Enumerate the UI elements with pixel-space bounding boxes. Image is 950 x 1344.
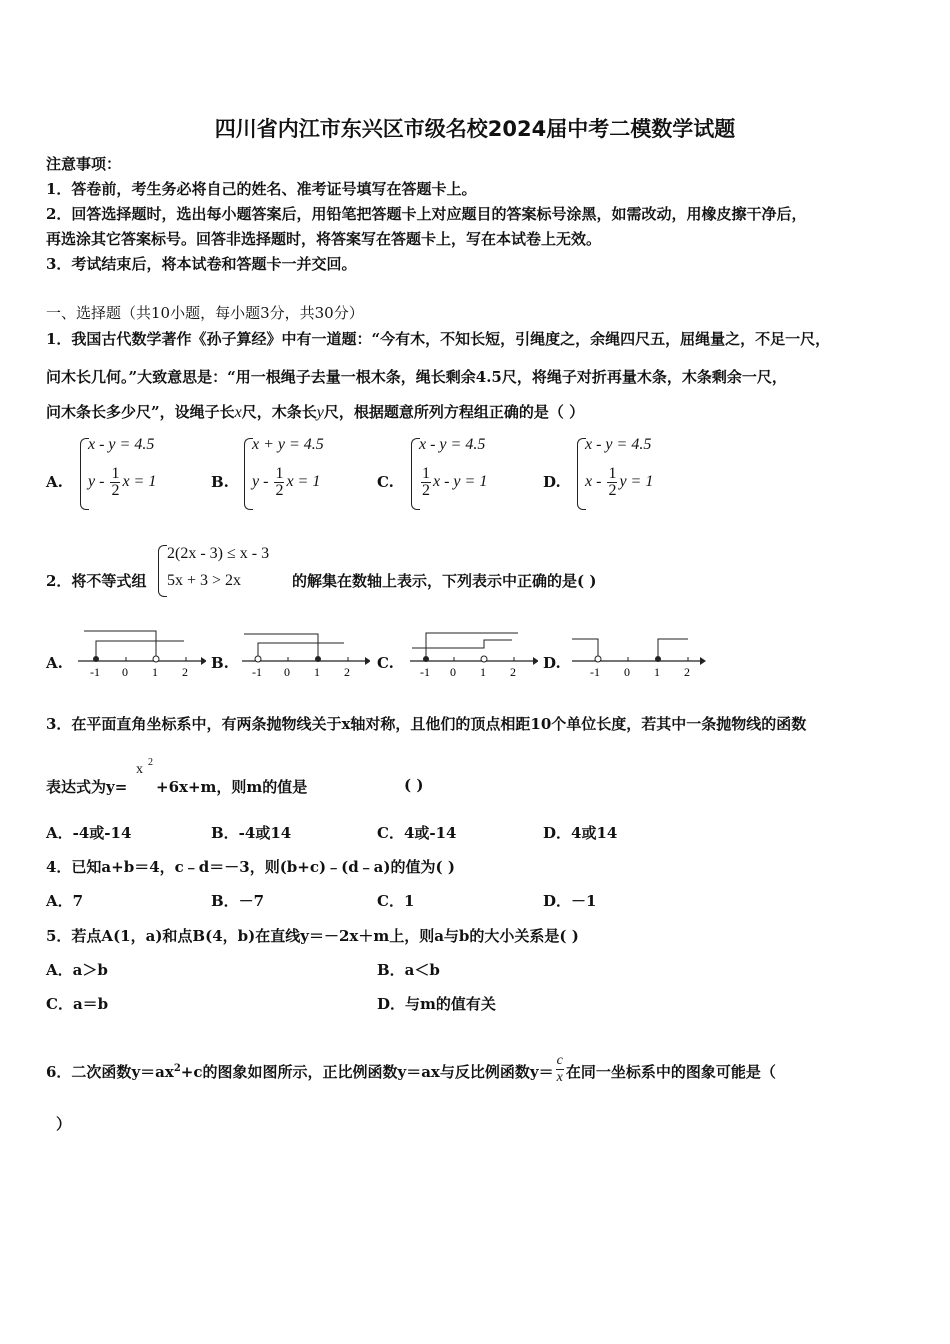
q1-b-eq2-post: x = 1 — [286, 473, 321, 491]
q5-option-a[interactable]: A．a＞b — [46, 961, 108, 979]
q6-stem-a: 6．二次函数y＝ax — [46, 1063, 174, 1081]
q5-option-d[interactable]: D．与m的值有关 — [377, 995, 496, 1013]
q1-d-num: 1 — [608, 465, 617, 482]
q3-option-d[interactable]: D．4或14 — [543, 824, 618, 842]
q3-line-2b: +6x+m，则m的值是 — [156, 778, 308, 796]
tick-0: 0 — [122, 665, 128, 678]
q1-b-den: 2 — [275, 482, 284, 499]
q3-paren: ( ) — [404, 776, 424, 794]
q4-option-a[interactable]: A．7 — [46, 892, 84, 910]
q1-d-den: 2 — [608, 482, 617, 499]
q3-option-c[interactable]: C．4或-14 — [377, 824, 457, 842]
q1-a-num: 1 — [111, 465, 120, 482]
q1-line-3a: 问木条长多少尺”，设绳子长 — [46, 403, 235, 421]
q1-line-1: 1．我国古代数学著作《孙子算经》中有一道题：“今有木，不知长短，引绳度之，余绳四尺五，屈绳量之，不足一尺， — [46, 330, 831, 348]
q1-b-eq1: x + y = 4.5 — [252, 436, 324, 453]
tick-0: 0 — [450, 665, 456, 678]
q1-c-eq1: x - y = 4.5 — [419, 436, 486, 453]
q1-line-3 — [46, 401, 584, 422]
q4-option-d[interactable]: D．－1 — [543, 892, 597, 910]
tick-neg1: -1 — [590, 665, 600, 678]
q1-b-eq2-pre: y - — [252, 473, 273, 491]
q6-stem-c: 在同一坐标系中的图象可能是（ — [565, 1063, 776, 1081]
notice-item-3: 3．考试结束后，将本试卷和答题卡一并交回。 — [46, 255, 357, 273]
notice-item-1: 1．答卷前，考生务必将自己的姓名、准考证号填写在答题卡上。 — [46, 180, 477, 198]
page-title: 四川省内江市东兴区市级名校2024届中考二模数学试题 — [214, 117, 736, 141]
q2-eq2: 5x + 3 > 2x — [167, 572, 242, 589]
q3-option-a[interactable]: A．-4或-14 — [46, 824, 132, 842]
q1-d-eq2-pre: x - — [585, 473, 606, 491]
q2-eq1: 2(2x - 3) ≤ x - 3 — [167, 545, 270, 562]
q1-option-d-label[interactable]: D. — [543, 473, 561, 491]
q3-option-b[interactable]: B．-4或14 — [211, 824, 292, 842]
q2-option-b-numberline — [240, 626, 370, 678]
q2-option-a-label[interactable]: A. — [46, 654, 63, 672]
q1-line-3b: 尺，木条长 — [241, 403, 317, 421]
q4-stem: 4．已知a+b＝4，c﹣d＝－3，则(b+c)﹣(d﹣a)的值为( ) — [46, 858, 455, 876]
q2-system — [158, 543, 298, 599]
q1-option-b-label[interactable]: B. — [211, 473, 229, 491]
q1-d-eq2-post: y = 1 — [619, 473, 654, 491]
q2-stem-b: 的解集在数轴上表示，下列表示中正确的是( ) — [292, 572, 597, 590]
q2-option-b-label[interactable]: B. — [211, 654, 229, 672]
q6-stem — [46, 1053, 776, 1086]
q3-exp: 2 — [148, 757, 153, 768]
q1-a-eq2-pre: y - — [88, 473, 109, 491]
q1-option-c-system — [411, 436, 521, 512]
notice-heading: 注意事项： — [46, 155, 122, 173]
q1-option-a-label[interactable]: A. — [46, 473, 63, 491]
q1-option-d-system — [577, 436, 687, 512]
q1-line-3c: 尺，根据题意所列方程组正确的是（ ） — [323, 403, 585, 421]
q2-option-a-numberline — [76, 626, 206, 678]
q1-b-num: 1 — [275, 465, 284, 482]
q5-option-b[interactable]: B．a＜b — [377, 961, 440, 979]
q1-option-c-label[interactable]: C. — [377, 473, 394, 491]
q1-option-b-system — [244, 436, 354, 512]
q5-option-c[interactable]: C．a＝b — [46, 995, 109, 1013]
tick-neg1: -1 — [252, 665, 262, 678]
q6-frac-den: x — [556, 1070, 563, 1085]
q1-c-eq2-post: x - y = 1 — [433, 473, 488, 491]
q2-option-d-numberline — [570, 626, 710, 678]
tick-neg1: -1 — [90, 665, 100, 678]
tick-1: 1 — [480, 665, 486, 678]
tick-2: 2 — [344, 665, 350, 678]
notice-item-2: 2．回答选择题时，选出每小题答案后，用铅笔把答题卡上对应题目的答案标号涂黑，如需改动，用橡皮擦干净后， — [46, 205, 807, 223]
q3-x: x — [136, 762, 143, 777]
tick-2: 2 — [182, 665, 188, 678]
tick-0: 0 — [284, 665, 290, 678]
q1-line-2: 问木长几何。”大致意思是：“用一根绳子去量一根木条，绳长剩余4.5尺，将绳子对折再量木条，木条剩余一尺， — [46, 368, 787, 386]
tick-neg1: -1 — [420, 665, 430, 678]
q1-a-den: 2 — [111, 482, 120, 499]
tick-0: 0 — [624, 665, 630, 678]
q6-stem-b: +c的图象如图所示，正比例函数y＝ax与反比例函数y＝ — [180, 1063, 554, 1081]
q6-sup: 2 — [173, 1063, 181, 1074]
tick-2: 2 — [510, 665, 516, 678]
q2-option-c-label[interactable]: C. — [377, 654, 394, 672]
var-y: y — [316, 404, 324, 421]
q1-a-eq2-post: x = 1 — [122, 473, 157, 491]
notice-item-2-cont: 再选涂其它答案标号。回答非选择题时，将答案写在答题卡上，写在本试卷上无效。 — [46, 230, 602, 248]
tick-1: 1 — [152, 665, 158, 678]
q5-stem: 5．若点A(1，a)和点B(4，b)在直线y＝－2x＋m上，则a与b的大小关系是( ) — [46, 927, 579, 945]
var-x: x — [234, 404, 242, 421]
tick-2: 2 — [684, 665, 690, 678]
q6-close-paren: ） — [56, 1115, 72, 1133]
tick-1: 1 — [314, 665, 320, 678]
tick-1: 1 — [654, 665, 660, 678]
q4-option-c[interactable]: C．1 — [377, 892, 415, 910]
q3-line-1: 3．在平面直角坐标系中，有两条抛物线关于x轴对称，且他们的顶点相距10个单位长度，若其中一条抛物线的函数 — [46, 715, 807, 733]
q1-option-a-system — [80, 436, 190, 512]
q1-d-eq1: x - y = 4.5 — [585, 436, 652, 453]
q1-a-eq1: x - y = 4.5 — [88, 436, 155, 453]
q4-option-b[interactable]: B．－7 — [211, 892, 265, 910]
q1-c-den: 2 — [422, 482, 430, 499]
q2-stem-a: 2．将不等式组 — [46, 572, 147, 590]
q1-c-num: 1 — [422, 465, 430, 482]
q6-frac-num: c — [556, 1053, 563, 1068]
q2-option-c-numberline — [408, 626, 538, 678]
q3-line-2a: 表达式为y= — [46, 778, 128, 796]
section-heading: 一、选择题（共10小题，每小题3分，共30分） — [46, 304, 364, 322]
q2-option-d-label[interactable]: D. — [543, 654, 561, 672]
